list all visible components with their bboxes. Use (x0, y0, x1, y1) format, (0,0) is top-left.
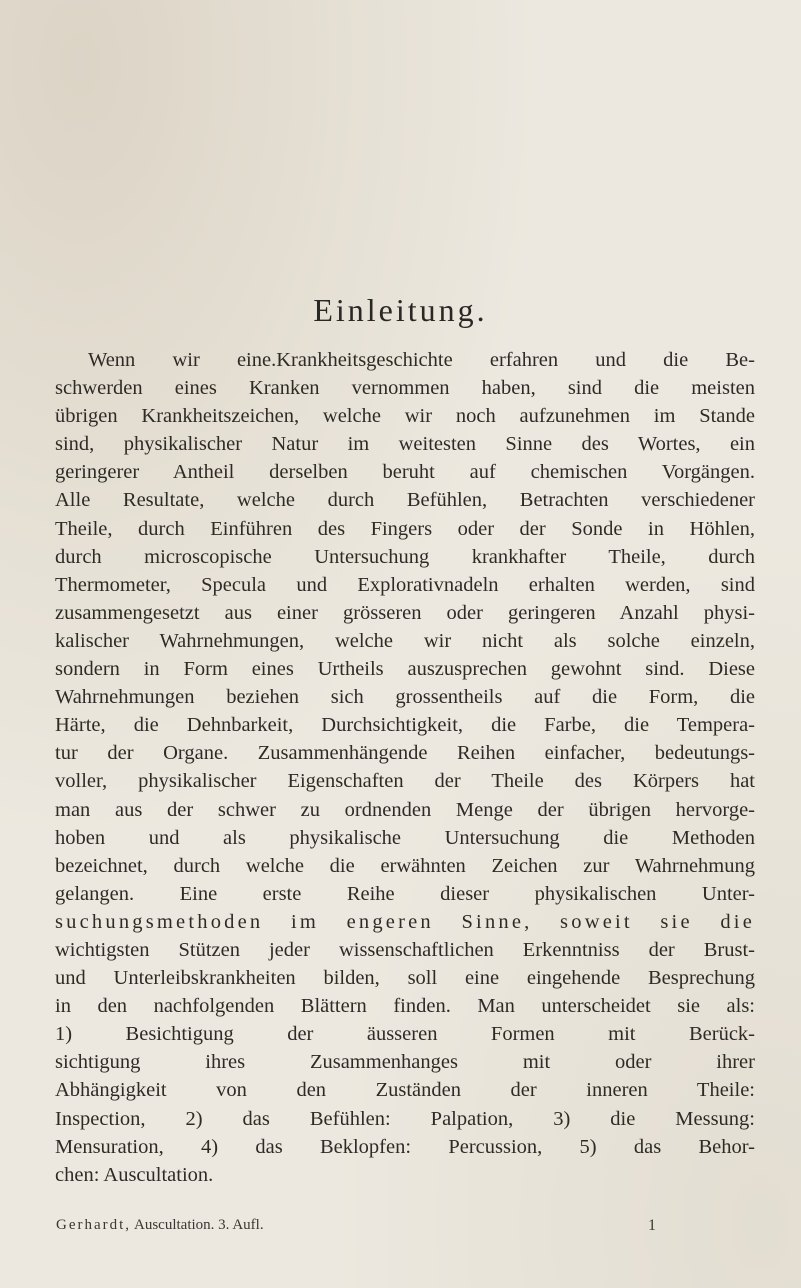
text-line-23: und Unterleibskrankheiten bilden, soll eine eingehende Besprechung (55, 967, 755, 990)
text-line-29: Mensuration, 4) das Beklopfen: Percussion, 5) das Behor- (55, 1135, 755, 1158)
text-line-26: sichtigung ihres Zusammenhanges mit oder ihrer (55, 1051, 755, 1074)
text-line-19: bezeichnet, durch welche die erwähnten Zeichen zur Wahrnehmung (55, 854, 755, 877)
text-line-17: man aus der schwer zu ordnenden Menge der übrigen hervorge- (55, 798, 755, 821)
text-line-12: sondern in Form eines Urtheils auszusprechen gewohnt sind. Diese (55, 658, 755, 681)
footer-author: Gerhardt, (56, 1217, 132, 1233)
text-line-11: kalischer Wahrnehmungen, welche wir nicht als solche einzeln, (55, 629, 755, 652)
text-line-30: chen: Auscultation. (55, 1163, 214, 1186)
page-number: 1 (648, 1217, 656, 1234)
footer-work: Auscultation. 3. Aufl. (134, 1217, 264, 1233)
text-line-24: in den nachfolgenden Blättern finden. Man unterscheidet sie als: (55, 995, 755, 1018)
text-line-16: voller, physikalischer Eigenschaften der Theile des Körpers hat (55, 770, 755, 793)
text-line-21: suchungsmethoden im engeren Sinne, soweit sie die (55, 910, 755, 933)
text-line-14: Härte, die Dehnbarkeit, Durchsichtigkeit, die Farbe, die Tempera- (55, 714, 755, 737)
text-line-22: wichtigsten Stützen jeder wissenschaftlichen Erkenntniss der Brust- (55, 938, 755, 961)
text-line-6: Alle Resultate, welche durch Befühlen, Betrachten verschiedener (55, 489, 755, 512)
body-text (55, 346, 755, 1189)
text-line-1: Wenn wir eine.Krankheitsgeschichte erfahren und die Be- (88, 349, 755, 371)
text-line-4: sind, physikalischer Natur im weitesten Sinne des Wortes, ein (55, 433, 755, 456)
text-line-13: Wahrnehmungen beziehen sich grossentheils auf die Form, die (55, 686, 755, 709)
text-line-2: schwerden eines Kranken vernommen haben, sind die meisten (55, 377, 755, 400)
text-line-10: zusammengesetzt aus einer grösseren oder geringeren Anzahl physi- (55, 601, 755, 624)
text-line-8: durch microscopische Untersuchung krankhafter Theile, durch (55, 545, 755, 568)
text-line-7: Theile, durch Einführen des Fingers oder der Sonde in Höhlen, (55, 517, 755, 540)
text-line-3: übrigen Krankheitszeichen, welche wir noch aufzunehmen im Stande (55, 405, 755, 428)
text-line-15: tur der Organe. Zusammenhängende Reihen einfacher, bedeutungs- (55, 742, 755, 765)
chapter-title: Einleitung. (313, 292, 488, 328)
text-line-5: geringerer Antheil derselben beruht auf chemischen Vorgängen. (55, 461, 755, 484)
text-line-18: hoben und als physikalische Untersuchung die Methoden (55, 826, 755, 849)
text-line-20: gelangen. Eine erste Reihe dieser physikalischen Unter- (55, 882, 755, 905)
page-footer (56, 1217, 756, 1234)
text-line-27: Abhängigkeit von den Zuständen der inneren Theile: (55, 1079, 755, 1102)
text-line-28: Inspection, 2) das Befühlen: Palpation, 3) die Messung: (55, 1107, 755, 1130)
text-line-9: Thermometer, Specula und Explorativnadeln erhalten werden, sind (55, 573, 755, 596)
text-line-25: 1) Besichtigung der äusseren Formen mit Berück- (55, 1023, 755, 1046)
